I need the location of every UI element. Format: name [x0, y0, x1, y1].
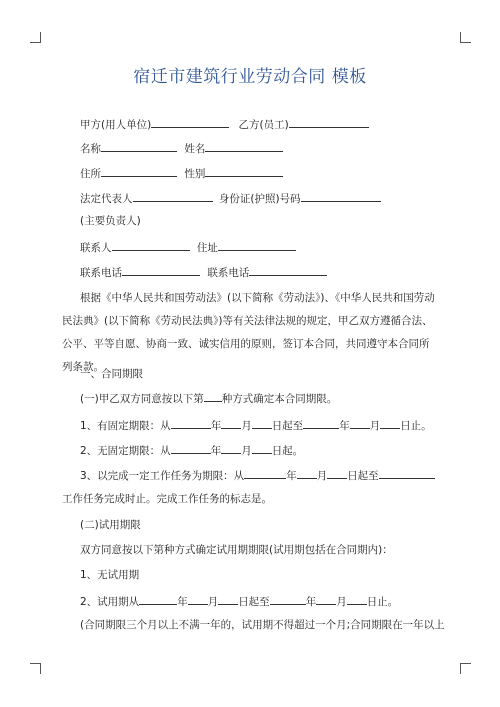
probation-period-line: 2、试用期从 年 月 日起至 年 月 日止。 — [80, 593, 398, 609]
blank-id-number[interactable] — [301, 190, 381, 202]
blank-gender[interactable] — [205, 165, 283, 177]
blank-task-end[interactable] — [379, 467, 435, 479]
blank-employee[interactable] — [289, 116, 369, 128]
blank-end-year[interactable] — [303, 417, 339, 429]
blank-employee-name[interactable] — [205, 140, 283, 152]
document-title: 宿迁市建筑行业劳动合同 模板 — [133, 67, 367, 87]
option-task-term: 3、以完成一定工作任务为期限：从 年 月 日起至 — [80, 467, 435, 483]
field-row-representative: 法定代表人 身份证(护照)号码 — [80, 190, 381, 206]
blank-prob-start-year[interactable] — [139, 593, 177, 605]
option-fixed-term: 1、有固定期限：从 年 月 日起至 年 月 日止。 — [80, 417, 432, 433]
field-row-party: 甲方(用人单位) 乙方(员工) — [80, 116, 369, 132]
blank-task-year[interactable] — [244, 467, 286, 479]
task-completion-line: 工作任务完成时止。完成工作任务的标志是。 — [62, 493, 272, 505]
probation-method-line: 双方同意按以下第种方式确定试用期期限(试用期包括在合同期内)： — [80, 544, 393, 556]
field-row-contact: 联系人 住址 — [80, 239, 296, 255]
probation-note: (合同期限三个月以上不满一年的，试用期不得超过一个月;合同期限在一年以上 — [80, 619, 445, 631]
field-row-address: 住所 性别 — [80, 165, 283, 181]
blank-start-year[interactable] — [171, 417, 211, 429]
blank-start-month[interactable] — [221, 417, 241, 429]
blank-company-address[interactable] — [101, 165, 177, 177]
blank-prob-end-day[interactable] — [347, 593, 367, 605]
term-method-line: (一)甲乙双方同意按以下第 种方式确定本合同期限。 — [80, 390, 337, 406]
blank-open-month[interactable] — [221, 442, 241, 454]
blank-task-month[interactable] — [297, 467, 317, 479]
blank-prob-start-month[interactable] — [188, 593, 208, 605]
blank-open-day[interactable] — [252, 442, 272, 454]
crop-mark-top-left — [30, 32, 41, 43]
intro-paragraph: 根据《中华人民共和国劳动法》(以下简称《劳动法》)、《中华人民共和国劳动民法典》(以下简称《劳动民法典》)等有关法律法规的规定，甲乙双方遵循合法、公平、平等自愿、协商一致、诚实信用的原则，签订本合同，共同遵守本合同所列条款。 — [62, 292, 435, 373]
blank-end-day[interactable] — [380, 417, 400, 429]
blank-company-phone[interactable] — [122, 264, 200, 276]
probation-none: 1、无试用期 — [80, 569, 140, 581]
blank-start-day[interactable] — [252, 417, 272, 429]
blank-legal-representative[interactable] — [133, 190, 213, 202]
blank-prob-start-day[interactable] — [218, 593, 238, 605]
blank-end-month[interactable] — [350, 417, 370, 429]
section-probation: (二)试用期限 — [80, 519, 141, 531]
blank-employee-phone[interactable] — [249, 264, 327, 276]
blank-employer[interactable] — [151, 116, 229, 128]
blank-term-method[interactable] — [204, 390, 222, 402]
crop-mark-bottom-left — [30, 663, 41, 674]
blank-open-year[interactable] — [171, 442, 211, 454]
blank-company-name[interactable] — [101, 140, 177, 152]
blank-prob-end-month[interactable] — [316, 593, 336, 605]
field-row-name: 名称 姓名 — [80, 140, 283, 156]
blank-task-day[interactable] — [327, 467, 347, 479]
field-row-principal: (主要负责人) — [80, 215, 141, 227]
blank-prob-end-year[interactable] — [270, 593, 306, 605]
blank-employee-address[interactable] — [218, 239, 296, 251]
section-contract-term: 一、合同期限 — [80, 368, 143, 380]
crop-mark-top-right — [460, 32, 471, 43]
crop-mark-bottom-right — [460, 663, 471, 674]
field-row-phone: 联系电话 联系电话 — [80, 264, 327, 280]
blank-contact-person[interactable] — [112, 239, 190, 251]
option-open-term: 2、无固定期限：从 年 月 日起。 — [80, 442, 303, 458]
